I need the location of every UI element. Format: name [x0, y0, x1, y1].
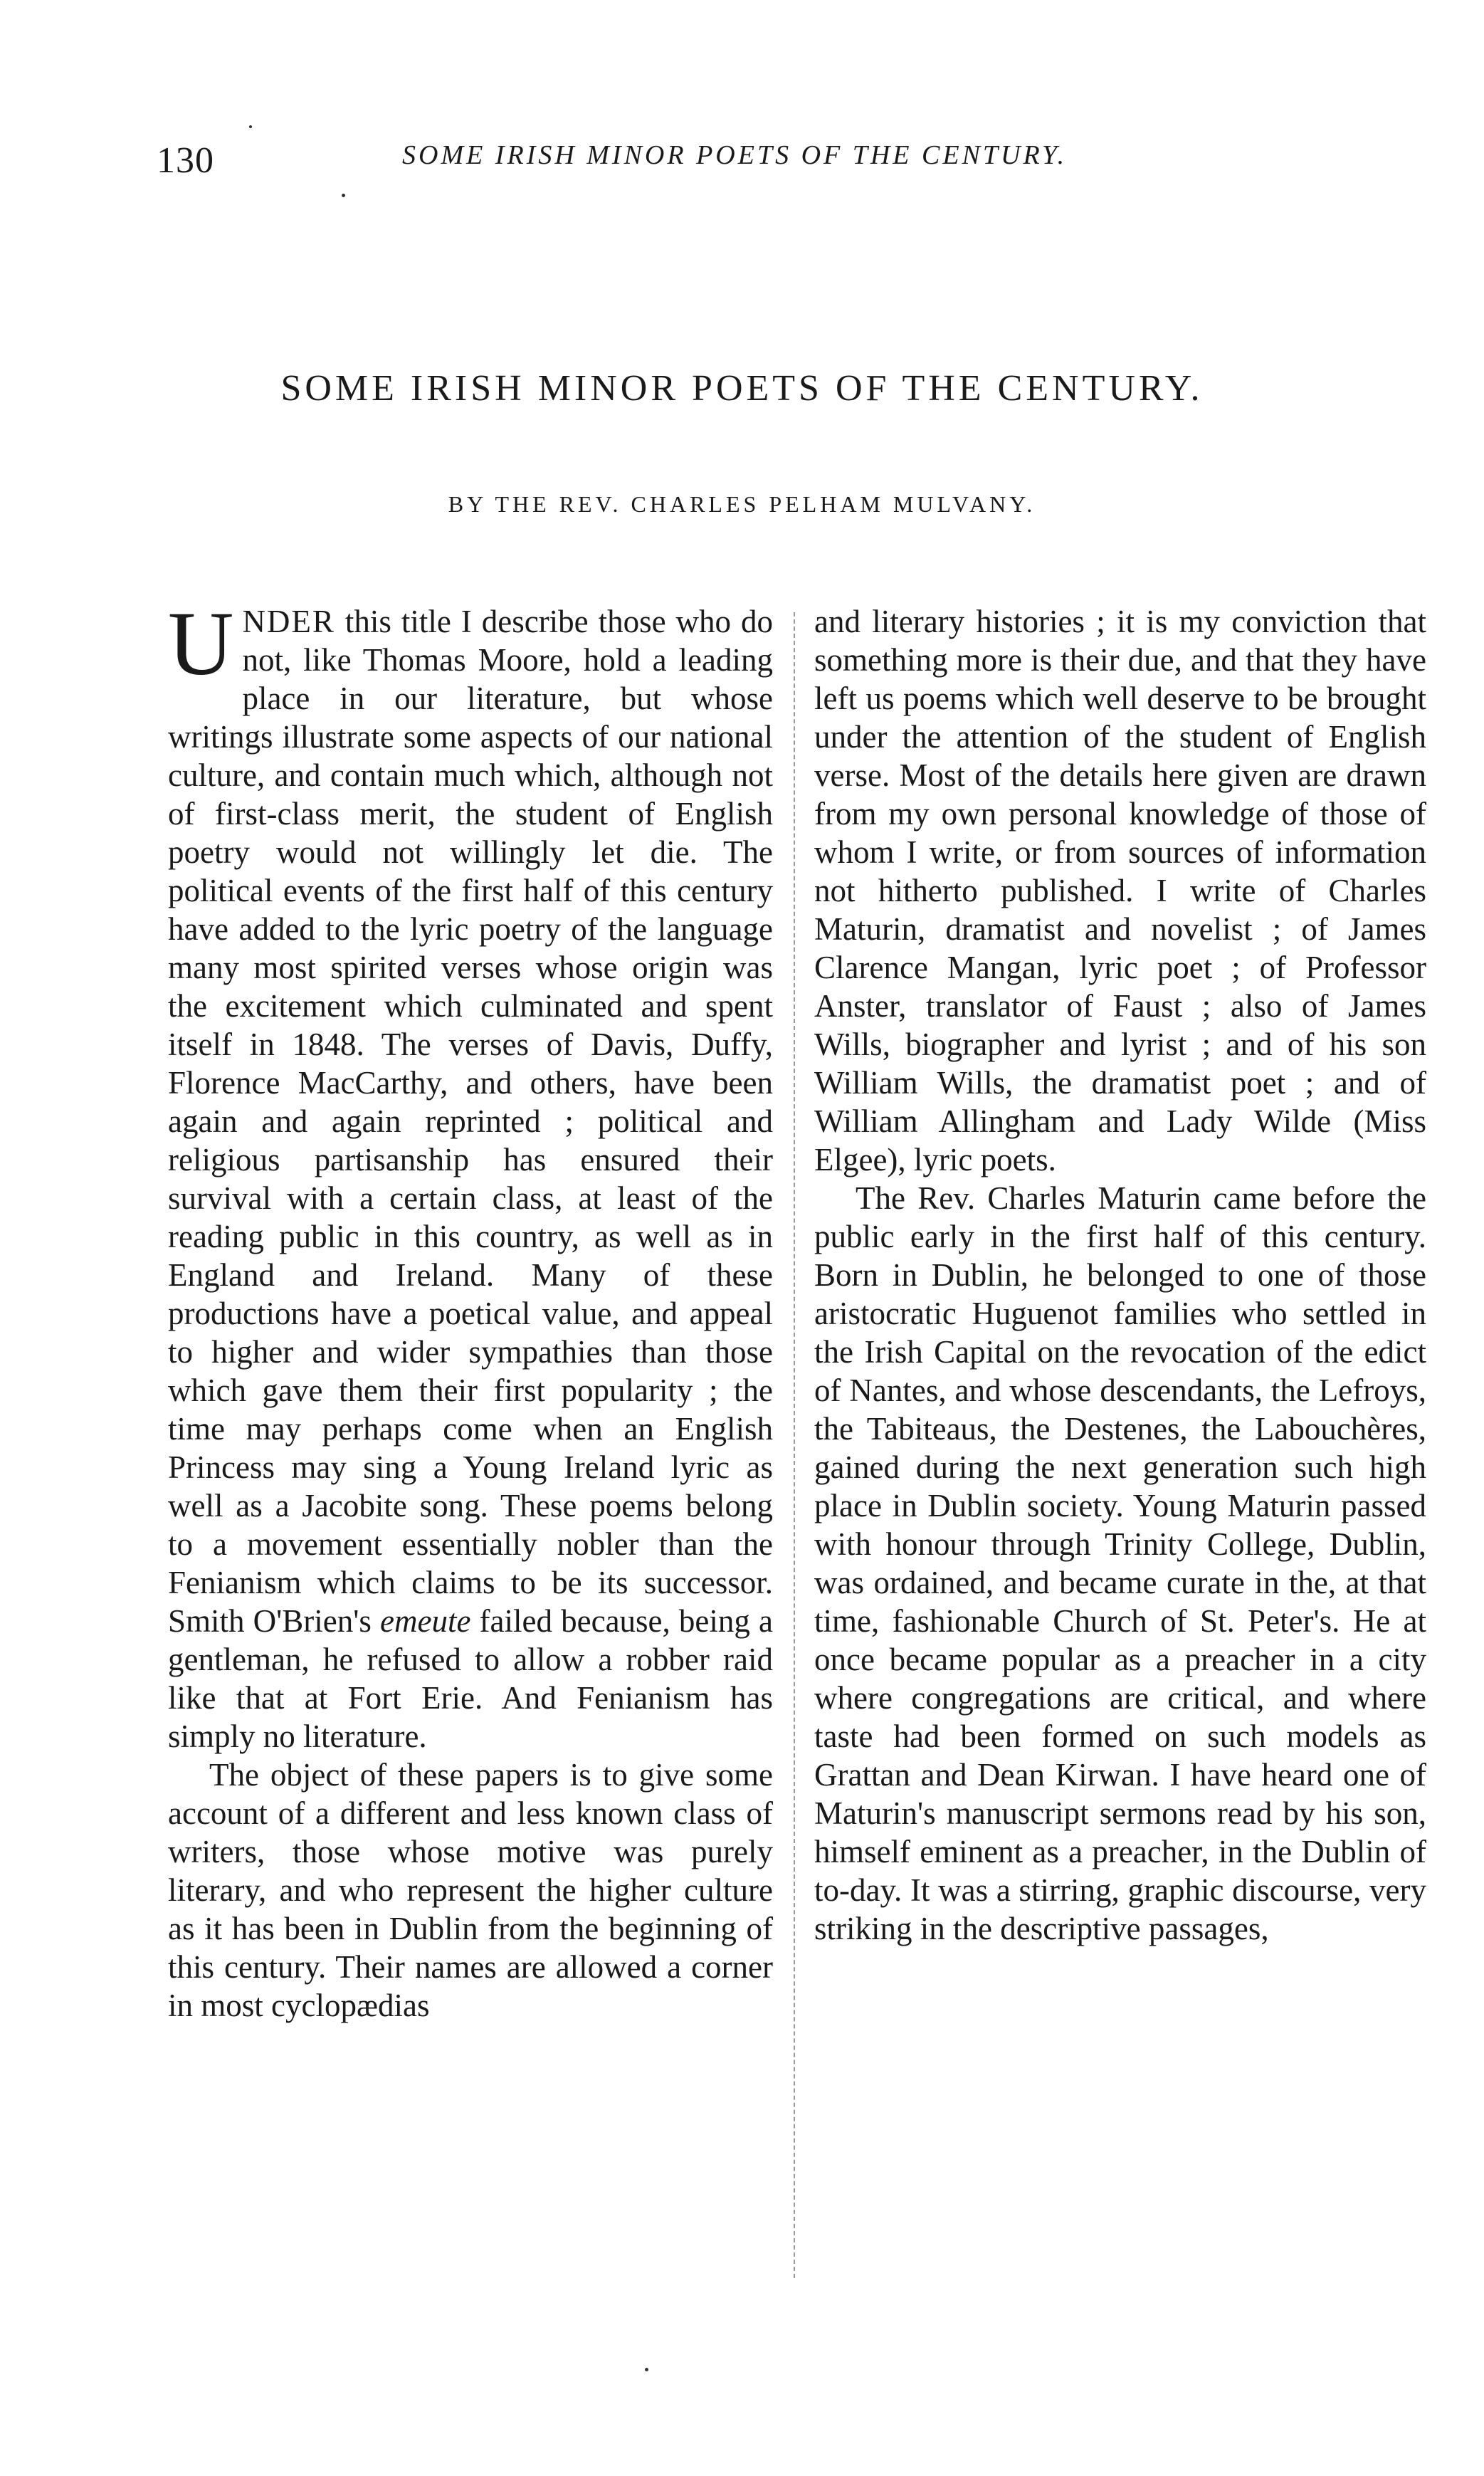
print-speck — [645, 2368, 648, 2371]
right-column — [814, 602, 1426, 1948]
drop-cap: U — [168, 593, 234, 694]
left-column — [168, 593, 773, 2025]
article-title: SOME IRISH MINOR POETS OF THE CENTURY. — [280, 368, 1204, 409]
paragraph: The Rev. Charles Maturin came before the public early in the first half of this century. Born in Dublin, he belonged to one of those aristocratic Huguenot families who settled in the Irish Capital on the revocation of the edict of Nantes, and whose descendants, the Lefroys, the Tabiteaus, the Destenes, the Labouchères, gained during the next generation such high place in Dublin society. Young Maturin passed with honour through Trinity College, Dublin, was ordained, and became curate in the, at that time, fashionable Church of St. Peter's. He at once became popular as a preacher in a city where congregations are critical, and where taste had been formed on such models as Grattan and Dean Kirwan. I have heard one of Maturin's manuscript sermons read by his son, himself eminent as a preacher, in the Dublin of to-day. It was a stirring, graphic discourse, very striking in the descriptive passages, — [814, 1180, 1426, 1946]
page-number: 130 — [157, 140, 214, 181]
opening-word: NDER — [242, 604, 335, 639]
paragraph — [168, 593, 773, 1756]
running-head — [157, 140, 1189, 182]
paragraph-text: this title I describe those who do not, like Thomas Moore, hold a leading place in our literature, but whose writings illustrate some aspects of our national culture, and contain much which, although not of first-class merit, the student of English poetry would not willingly let die. The political events of the first half of this century have added to the lyric poetry of the language many most spirited verses whose origin was the excitement which culminated and spent itself in 1848. The verses of Davis, Duffy, Florence MacCarthy, and others, have been again and again reprinted ; political and religious partisanship has ensured their survival with a certain class, at least of the reading public in this country, as well as in England and Ireland. Many of these productions have a poetical value, and appeal to higher and wider sympathies than those which gave them their first popularity ; the time may perhaps come when an English Princess may sing a Young Ireland lyric as well as a Jacobite song. These poems belong to a movement essentially nobler than the Fenianism which claims to be its successor. Smith O'Brien's — [168, 604, 773, 1639]
paragraph: and literary histories ; it is my conviction that something more is their due, and that they have left us poems which well deserve to be brought under the attention of the student of English verse. Most of the details here given are drawn from my own personal knowledge of those of whom I write, or from sources of information not hitherto published. I write of Charles Maturin, dramatist and novelist ; of James Clarence Mangan, lyric poet ; of Professor Anster, translator of Faust ; also of James Wills, biographer and lyrist ; and of his son William Wills, the dramatist poet ; and of William Allingham and Lady Wilde (Miss Elgee), lyric poets. — [814, 604, 1426, 1177]
paragraph-text: failed because, being a gentleman, he refused to allow a robber raid like that at Fort Erie. And Fenianism has simply no literature. — [168, 1603, 773, 1754]
paragraph: The object of these papers is to give some account of a different and less known class of writers, those whose motive was purely literary, and who represent the higher culture as it has been in Dublin from the beginning of this century. Their names are allowed a corner in most cyclopædias — [168, 1757, 773, 2023]
print-speck — [342, 194, 345, 197]
print-speck — [249, 125, 252, 128]
column-divider — [794, 612, 795, 2278]
running-title: SOME IRISH MINOR POETS OF THE CENTURY. — [402, 140, 1068, 170]
article-byline: BY THE REV. CHARLES PELHAM MULVANY. — [448, 491, 1036, 517]
italic-word: emeute — [380, 1603, 471, 1639]
